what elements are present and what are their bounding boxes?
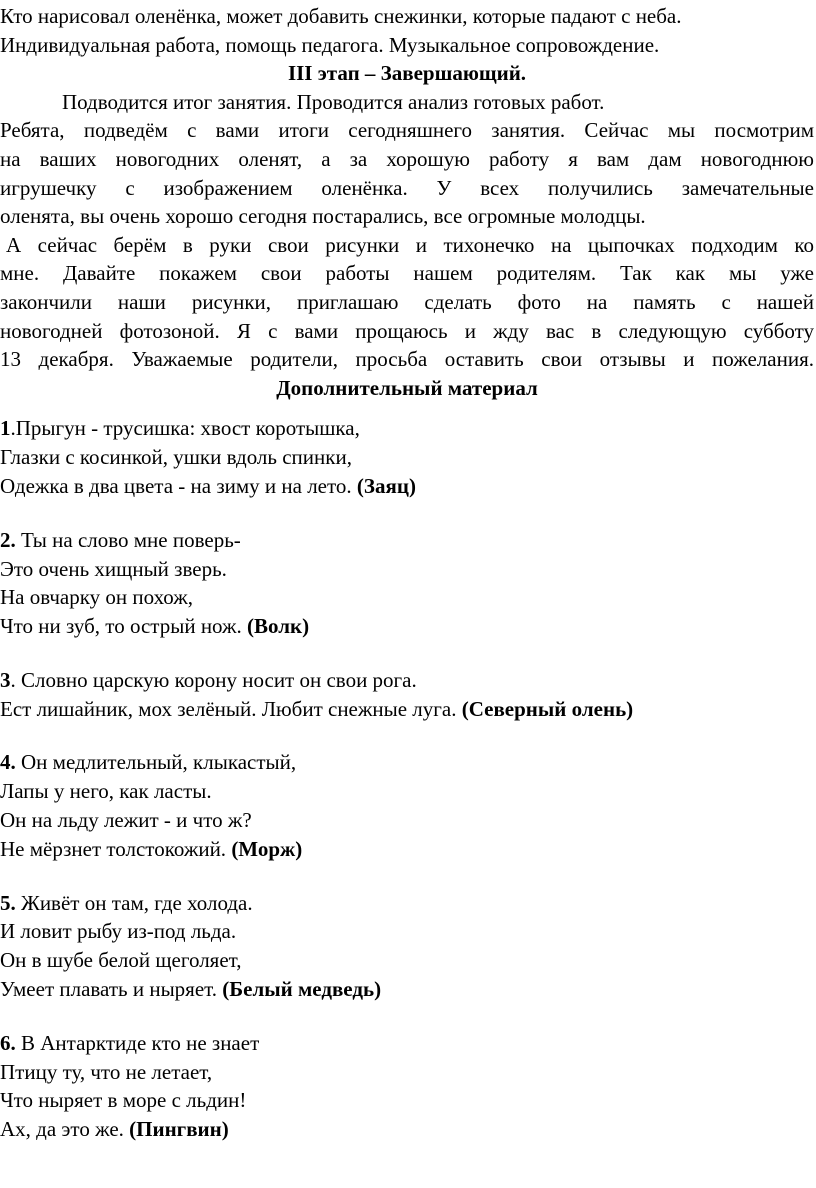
riddle-5 <box>0 889 814 1004</box>
riddle-number-separator: . <box>10 667 21 692</box>
riddle-number: 2. <box>0 527 16 552</box>
paragraph-line: на ваших новогодних оленят, а за хорошую работу я вам дам новогоднюю <box>0 146 814 171</box>
riddle-answer: (Северный олень) <box>461 696 634 721</box>
riddle-answer: (Белый медведь) <box>222 977 382 1002</box>
stage-summary: Подводится итог занятия. Проводится анализ готовых работ. <box>62 89 605 114</box>
riddle-6 <box>0 1029 814 1144</box>
stage-title: III этап – Завершающий. <box>287 61 527 86</box>
riddle-3 <box>0 666 814 724</box>
paragraph-line: 13 декабря. Уважаемые родители, просьба оставить свои отзывы и пожелания. <box>0 347 814 372</box>
riddle-text: Одежка в два цвета - на зиму и на лето. <box>0 473 357 498</box>
riddle-2 <box>0 526 814 641</box>
riddle-number: 5. <box>0 890 16 915</box>
riddle-text: Не мёрзнет толстокожий. <box>0 836 232 861</box>
riddle-number: 4. <box>0 750 16 775</box>
riddle-line: Что ныряет в море с льдин! <box>0 1088 247 1113</box>
riddle-line <box>0 612 814 641</box>
riddle-line <box>0 835 814 864</box>
riddle-1 <box>0 414 814 500</box>
paragraph-line: Ребята, подведём с вами итоги сегодняшнего занятия. Сейчас мы посмотрим <box>0 118 814 143</box>
paragraph-line: А сейчас берём в руки свои рисунки и тихонечко на цыпочках подходим ко <box>6 232 814 257</box>
intro-block <box>0 2 814 59</box>
riddle-line: На овчарку он похож, <box>0 585 194 610</box>
riddle-line: Птицу ту, что не летает, <box>0 1059 213 1084</box>
riddle-line <box>0 526 814 555</box>
riddle-line <box>0 414 814 443</box>
riddle-list <box>0 414 814 1144</box>
riddle-line <box>0 889 814 918</box>
summary-paragraph <box>0 116 814 230</box>
extra-material-title: Дополнительный материал <box>276 375 538 400</box>
riddle-4 <box>0 748 814 863</box>
riddle-answer: (Заяц) <box>356 473 416 498</box>
riddle-text: Словно царскую корону носит он свои рога. <box>21 667 417 692</box>
riddle-text: В Антарктиде кто не знает <box>21 1030 260 1055</box>
riddle-line: Он в шубе белой щеголяет, <box>0 948 242 973</box>
riddle-line: Он на льду лежит - и что ж? <box>0 808 252 833</box>
paragraph-line: игрушечку с изображением оленёнка. У всех получились замечательные <box>0 175 814 200</box>
riddle-line: Лапы у него, как ласты. <box>0 779 212 804</box>
riddle-text: Что ни зуб, то острый нож. <box>0 614 248 639</box>
riddle-text: Живёт он там, где холода. <box>21 890 253 915</box>
farewell-paragraph <box>0 231 814 374</box>
paragraph-line: новогодней фотозоной. Я с вами прощаюсь и жду вас в следующую субботу <box>0 318 814 343</box>
riddle-line <box>0 695 814 724</box>
riddle-line <box>0 666 814 695</box>
riddle-line <box>0 975 814 1004</box>
riddle-text: Умеет плавать и ныряет. <box>0 977 223 1002</box>
riddle-line <box>0 748 814 777</box>
riddle-text: Он медлительный, клыкастый, <box>21 750 297 775</box>
riddle-text: Ест лишайник, мох зелёный. Любит снежные луга. <box>0 696 462 721</box>
riddle-line: Это очень хищный зверь. <box>0 556 227 581</box>
riddle-number: 3 <box>0 667 11 692</box>
intro-line: Кто нарисовал оленёнка, может добавить снежинки, которые падают с неба. <box>0 4 682 28</box>
riddle-answer: (Волк) <box>247 614 310 639</box>
paragraph-line: оленята, вы очень хорошо сегодня постарались, все огромные молодцы. <box>0 204 646 229</box>
riddle-line: И ловит рыбу из-под льда. <box>0 919 237 944</box>
riddle-number-separator: . <box>10 416 16 441</box>
intro-line: Индивидуальная работа, помощь педагога. Музыкальное сопровождение. <box>0 32 660 57</box>
paragraph-line: закончили наши рисунки, приглашаю сделать фото на память с нашей <box>0 289 814 314</box>
paragraph-line: мне. Давайте покажем свои работы нашем родителям. Так как мы уже <box>0 261 814 286</box>
riddle-text: Прыгун - трусишка: хвост коротышка, <box>15 416 360 441</box>
riddle-line <box>0 1029 814 1058</box>
riddle-answer: (Морж) <box>231 836 303 861</box>
riddle-line <box>0 472 814 501</box>
riddle-number: 1 <box>0 416 11 441</box>
riddle-text: Ты на слово мне поверь- <box>21 527 241 552</box>
riddle-number: 6. <box>0 1030 16 1055</box>
riddle-line: Глазки с косинкой, ушки вдоль спинки, <box>0 445 352 470</box>
riddle-answer: (Пингвин) <box>129 1117 229 1142</box>
riddle-text: Ах, да это же. <box>0 1117 130 1142</box>
riddle-line <box>0 1115 814 1144</box>
